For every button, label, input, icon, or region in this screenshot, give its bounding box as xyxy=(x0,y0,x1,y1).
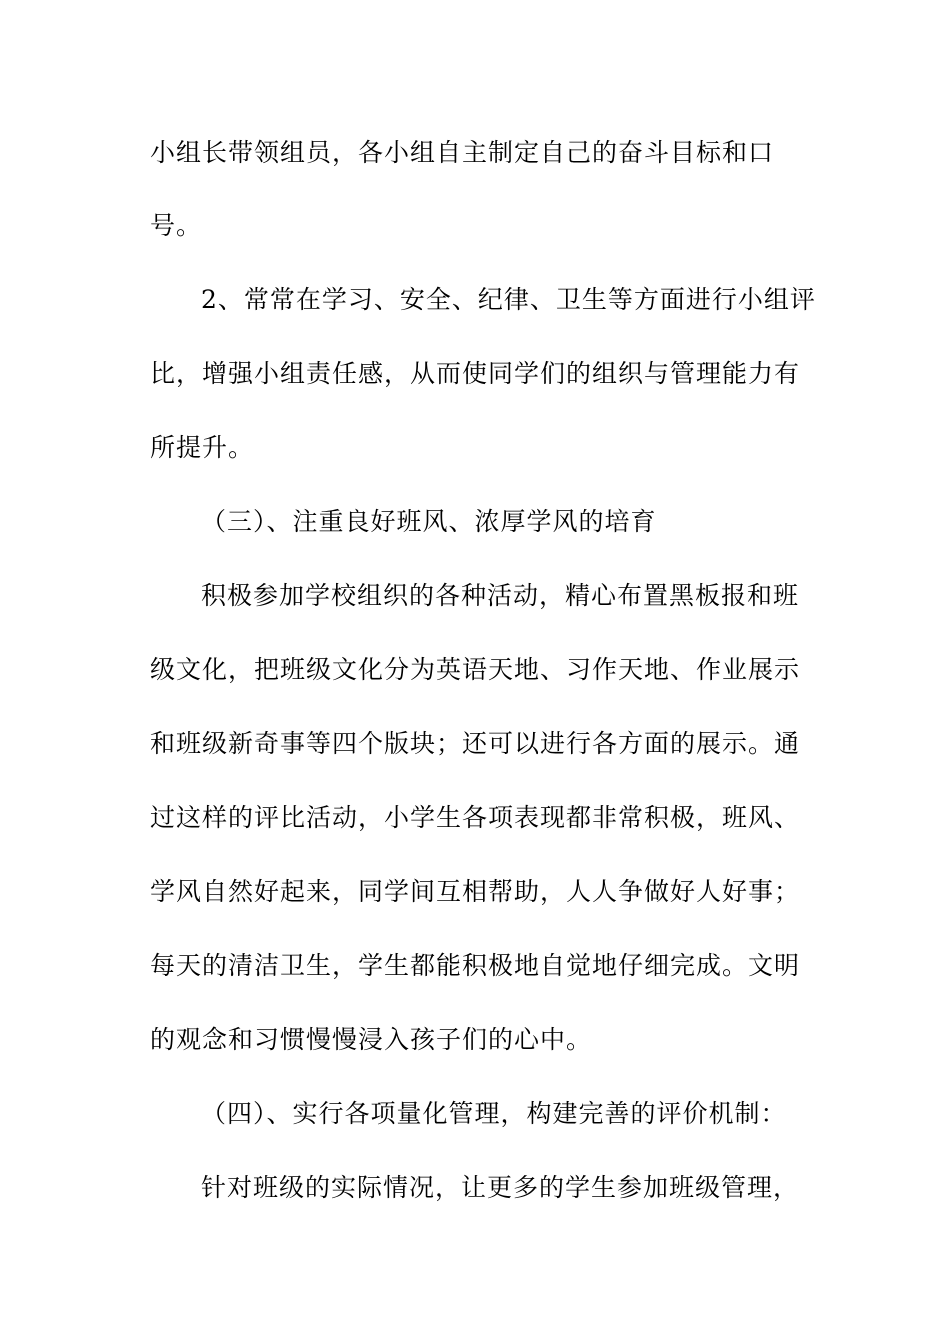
text-line: 比，增强小组责任感，从而使同学们的组织与管理能力有 xyxy=(150,359,801,388)
section-heading: （三）、注重良好班风、浓厚学风的培育 xyxy=(201,507,657,536)
section-heading: （四）、实行各项量化管理，构建完善的评价机制： xyxy=(201,1099,787,1128)
text-line: 每天的清洁卫生，学生都能积极地自觉地仔细完成。文明 xyxy=(150,951,801,980)
text-line: 的观念和习惯慢慢浸入孩子们的心中。 xyxy=(150,1025,593,1054)
text-line: 积极参加学校组织的各种活动，精心布置黑板报和班 xyxy=(201,581,800,610)
text-line: 过这样的评比活动，小学生各项表现都非常积极，班风、 xyxy=(150,803,801,832)
text-line: 号。 xyxy=(150,211,203,240)
text-line: 和班级新奇事等四个版块；还可以进行各方面的展示。通 xyxy=(150,729,801,758)
text-line: 针对班级的实际情况，让更多的学生参加班级管理， xyxy=(201,1173,800,1202)
text-line: 学风自然好起来，同学间互相帮助，人人争做好人好事； xyxy=(150,877,801,906)
text-line: 2、常常在学习、安全、纪律、卫生等方面进行小组评 xyxy=(201,285,816,314)
text-line: 小组长带领组员，各小组自主制定自己的奋斗目标和口 xyxy=(150,138,775,167)
text-line: 所提升。 xyxy=(150,433,255,462)
text-line: 级文化，把班级文化分为英语天地、习作天地、作业展示 xyxy=(150,655,801,684)
